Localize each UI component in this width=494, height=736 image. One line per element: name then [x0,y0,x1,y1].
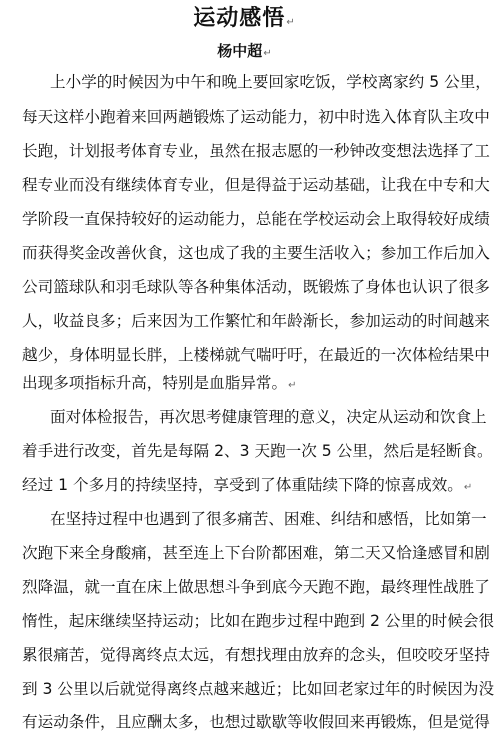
body-line: 上小学的时候因为中午和晚上要回家吃饭，学校离家约 5 公里， [50,73,491,91]
paragraph-mark-icon: ↵ [286,17,296,28]
body-line: 公司篮球队和羽毛球队等各种集体活动，既锻炼了身体也认识了很多 [22,278,490,296]
body-line: 到 3 公里以后就觉得离终点越来越近；比如回老家过年的时候因为没 [22,680,494,698]
paragraph-mark-icon: ↵ [463,482,473,493]
title-text: 运动感悟 [193,6,286,31]
body-line: 人，收益良多；后来因为工作繁忙和年龄渐长，参加运动的时间越来 [22,312,490,330]
body-line: 面对体检报告，再次思考健康管理的意义，决定从运动和饮食上 [50,408,487,426]
body-line: 着手进行改变，首先是每隔 2、3 天跑一次 5 公里，然后是轻断食。 [22,442,493,460]
document-title [0,4,489,38]
body-line: 惰性，起床继续坚持运动；比如在跑步过程中跑到 2 公里的时候会很 [22,612,494,630]
body-line: 在坚持过程中也遇到了很多痛苦、困难、纠结和感悟，比如第一 [50,510,487,528]
body-line: 次跑下来全身酸痛，甚至连上下台阶都困难，第二天又恰逢感冒和剧 [22,544,490,562]
body-line-text: 出现多项指标升高，特别是血脂异常。 [22,374,288,392]
body-line: 累很痛苦，觉得离终点太远，有想找理由放弃的念头，但咬咬牙坚持 [22,646,490,664]
author-name [0,40,489,65]
body-line: 有运动条件，且应酬太多，也想过歇歇等收假回来再锻炼，但是觉得 [22,713,490,731]
body-line: 每天这样小跑着来回两趟锻炼了运动能力，初中时选入体育队主攻中 [22,108,490,126]
body-line: 越少，身体明显长胖，上楼梯就气喘吁吁，在最近的一次体检结果中 [22,346,490,364]
body-line: 程专业而没有继续体育专业，但是得益于运动基础，让我在中专和大 [22,176,490,194]
body-line: 学阶段一直保持较好的运动能力，总能在学校运动会上取得较好成绩 [22,210,490,228]
body-line [22,475,473,498]
body-line-text: 经过 1 个多月的持续坚持，享受到了体重陆续下降的惊喜成效。 [22,476,463,494]
paragraph-mark-icon: ↵ [288,380,297,391]
paragraph-mark-icon: ↵ [263,48,272,59]
author-text: 杨中超 [217,42,263,60]
body-line: 长跑，计划报考体育专业，虽然在报志愿的一秒钟改变想法选择了工 [22,142,490,160]
body-line [22,373,470,396]
body-line: 烈降温，就一直在床上做思想斗争到底今天跑不跑，最终理性战胜了 [22,578,490,596]
body-line: 而获得奖金改善伙食，这也成了我的主要生活收入；参加工作后加入 [22,244,490,262]
